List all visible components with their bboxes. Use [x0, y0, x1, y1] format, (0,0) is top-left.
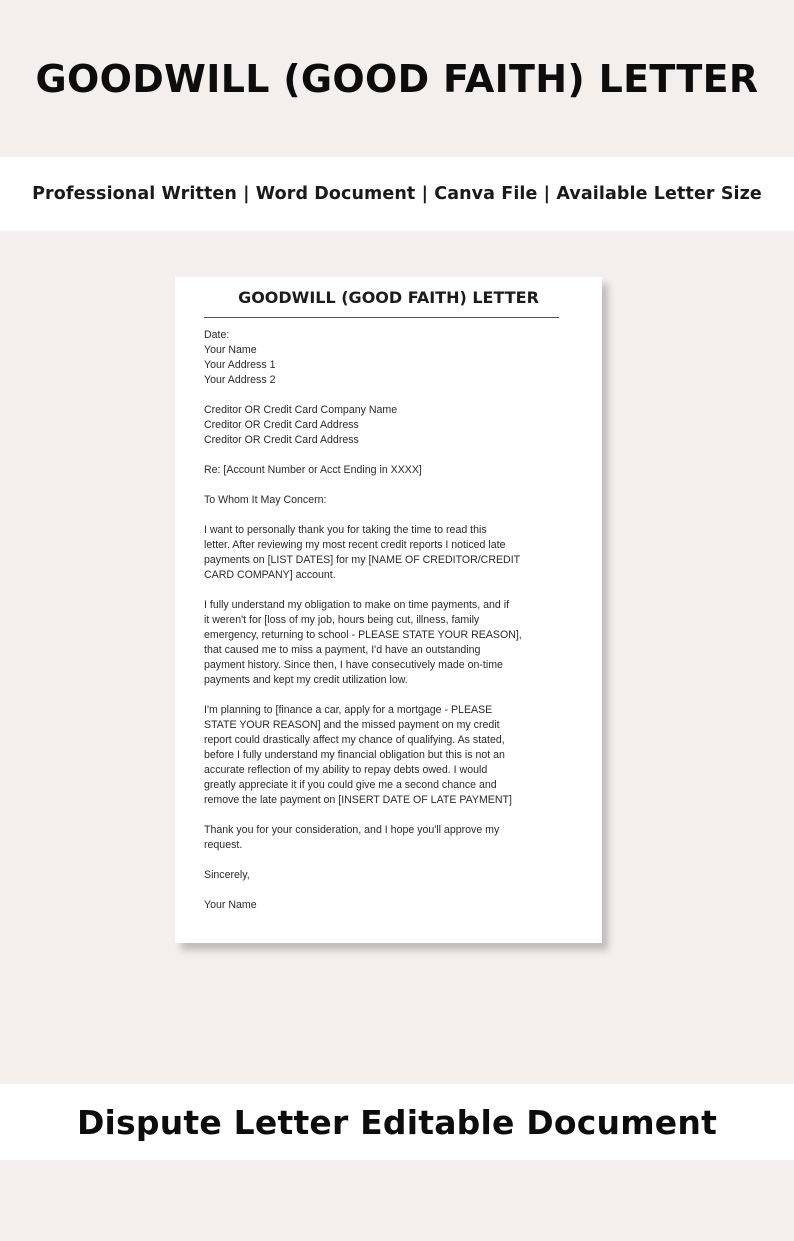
paragraph-2-line: I fully understand my obligation to make on time payments, and if [204, 599, 510, 611]
signature: Your Name [204, 899, 257, 911]
sender-address-2: Your Address 2 [204, 374, 276, 386]
sender-name: Your Name [204, 344, 257, 356]
page-title: GOODWILL (GOOD FAITH) LETTER [35, 57, 759, 101]
paragraph-3-line: STATE YOUR REASON] and the missed payment on my credit [204, 719, 500, 731]
paragraph-2-line: emergency, returning to school - PLEASE STATE YOUR REASON], [204, 629, 522, 641]
paragraph-4-line: request. [204, 839, 243, 851]
letter-body [204, 328, 559, 913]
closing: Sincerely, [204, 869, 250, 881]
recipient-address-2: Creditor OR Credit Card Address [204, 434, 359, 446]
paragraph-3-line: greatly appreciate it if you could give me a second chance and [204, 779, 497, 791]
paragraph-1-line: letter. After reviewing my most recent credit reports I noticed late [204, 539, 506, 551]
paragraph-2-line: payment history. Since then, I have consecutively made on-time [204, 659, 503, 671]
paragraph-3-line: report could drastically affect my chance of qualifying. As stated, [204, 734, 505, 746]
sender-date: Date: [204, 329, 230, 341]
footer-title: Dispute Letter Editable Document [76, 1102, 718, 1142]
paragraph-1-line: payments on [LIST DATES] for my [NAME OF CREDITOR/CREDIT [204, 554, 521, 566]
paragraph-2-line: it weren't for [loss of my job, hours being cut, illness, family [204, 614, 480, 626]
paragraph-3-line: before I fully understand my financial obligation but this is not an [204, 749, 505, 761]
paragraph-4-line: Thank you for your consideration, and I hope you'll approve my [204, 824, 500, 836]
paragraph-2-line: payments and kept my credit utilization low. [204, 674, 408, 686]
recipient-address-1: Creditor OR Credit Card Address [204, 419, 359, 431]
salutation: To Whom It May Concern: [204, 494, 327, 506]
paragraph-1-line: CARD COMPANY] account. [204, 569, 336, 581]
paragraph-3-line: I'm planning to [finance a car, apply for a mortgage - PLEASE [204, 704, 493, 716]
letter-preview [175, 277, 602, 943]
features-text: Professional Written | Word Document | Canva File | Available Letter Size [32, 184, 762, 204]
re-line: Re: [Account Number or Acct Ending in XXXX] [204, 464, 422, 476]
footer-band [0, 1084, 794, 1160]
features-band [0, 157, 794, 231]
title-divider [204, 317, 559, 318]
paragraph-3-line: remove the late payment on [INSERT DATE OF LATE PAYMENT] [204, 794, 512, 806]
sender-address-1: Your Address 1 [204, 359, 276, 371]
letter-title: GOODWILL (GOOD FAITH) LETTER [238, 288, 539, 307]
paragraph-1-line: I want to personally thank you for taking the time to read this [204, 524, 487, 536]
recipient-name: Creditor OR Credit Card Company Name [204, 404, 398, 416]
paragraph-3-line: accurate reflection of my ability to repay debts owed. I would [204, 764, 488, 776]
paragraph-2-line: that caused me to miss a payment, I'd have an outstanding [204, 644, 481, 656]
